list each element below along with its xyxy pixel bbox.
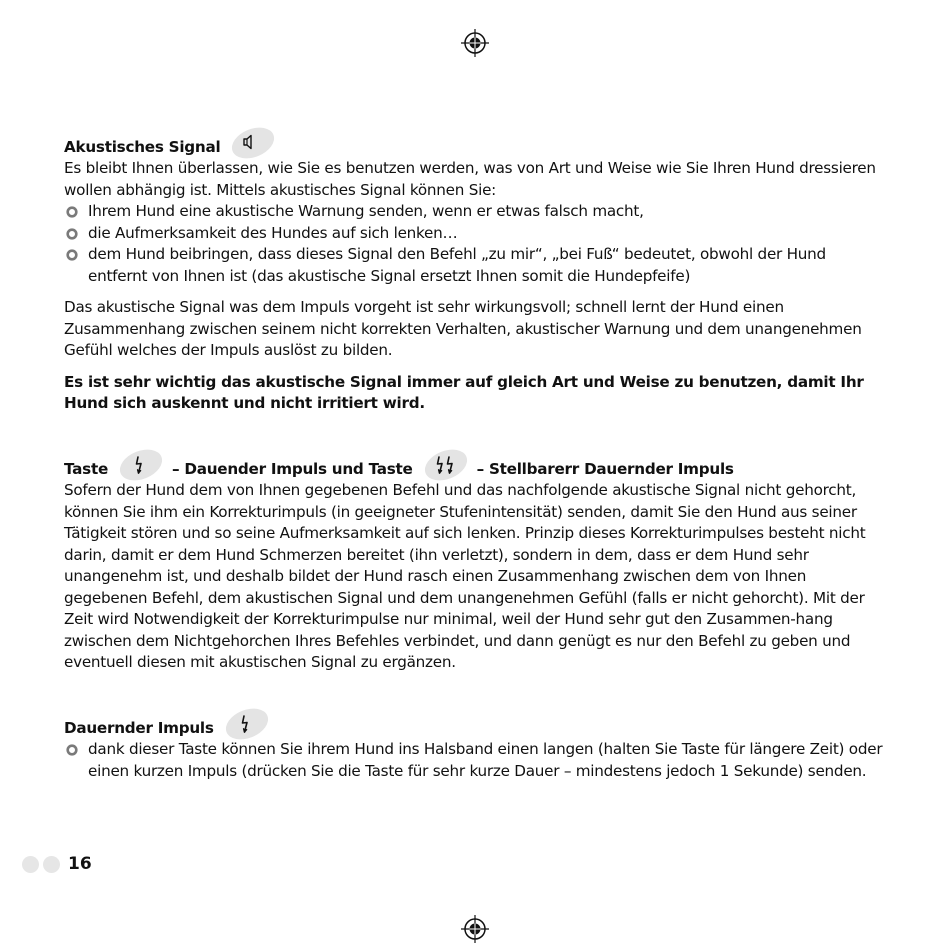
acoustic-intro: Es bleibt Ihnen überlassen, wie Sie es benutzen werden, was von Art und Weise wie Sie Ihren Hund dressieren wollen abhängig ist. Mittels akustisches Signal können Sie: [64,159,876,199]
single-bolt-icon [118,448,164,482]
impulse-paragraph: Sofern der Hund dem von Ihnen gegebenen Befehl und das nachfolgende akustische Signal nicht gehorcht, können Sie ihm ein Korrekturimpuls (in geeigneter Stufenintensität) senden, damit Sie den Hund aus seiner Tätigkeit stören und so seine Aufmerksamkeit auf sich lenken. Prinzip dieses Korrekturimpulses besteht nicht darin, damit er dem Hund Schmerzen bereitet (ihn verletzt), sondern in dem, dass er dem Hund sehr unangenehm ist, und deshalb bildet der Hund rasch einen Zusammenhang zwischen dem von Ihnen gegebenen Befehl, dem akustischen Signal und dem unangenehmen Gefühl (falls er nicht gehorcht). Mit der Zeit wird Notwendigkeit der Korrekturimpulse nur minimal, weil der Hund sehr gut den Zusammen-hang zwischen dem Nichtgehorchen Ihres Befehles verbindet, und dann genügt es nur den Befehl zu geben und eventuell diesen mit akustischen Signal zu ergänzen. [64,481,866,671]
footer-dot-icon [43,856,60,873]
list-item [64,739,886,782]
bullet-circle-icon [66,249,78,261]
list-item [64,201,886,223]
section-impulse-buttons [64,446,886,674]
list-item-text: dank dieser Taste können Sie ihrem Hund ins Halsband einen langen (halten Sie Taste für längere Zeit) oder einen kurzen Impuls (drücken Sie die Taste für sehr kurze Dauer – mindestens jedoch 1 Sekunde) senden. [88,740,883,780]
single-bolt-icon [224,707,270,741]
section-continuous-impulse [64,705,886,782]
registration-mark-icon [461,915,489,943]
bullet-circle-icon [66,206,78,218]
section-acoustic-signal [64,124,886,415]
bullet-circle-icon [66,228,78,240]
list-item [64,244,886,287]
section-heading [64,446,886,480]
page-number: 16 [68,854,92,874]
impulse-title-part1: Taste [64,459,108,478]
list-item-text: Ihrem Hund eine akustische Warnung senden, wenn er etwas falsch macht, [88,202,644,220]
bullet-circle-icon [66,744,78,756]
acoustic-emphasis: Es ist sehr wichtig das akustische Signal immer auf gleich Art und Weise zu benutzen, damit Ihr Hund sich auskennt und nicht irritiert wird. [64,372,864,412]
continuous-impulse-title: Dauernder Impuls [64,718,214,737]
page-footer [22,854,92,874]
section-heading [64,705,886,739]
acoustic-bullet-list [64,201,886,287]
speaker-icon [230,126,276,160]
double-bolt-icon [423,448,469,482]
list-item [64,223,886,245]
footer-dot-icon [22,856,39,873]
impulse-title-part3: – Stellbarerr Dauernder Impuls [476,459,734,478]
section-heading [64,124,886,158]
impulse-title-part2: – Dauender Impuls und Taste [172,459,413,478]
list-item-text: die Aufmerksamkeit des Hundes auf sich lenken… [88,223,458,242]
list-item-text: dem Hund beibringen, dass dieses Signal den Befehl „zu mir“, „bei Fuß“ bedeutet, obwohl der Hund entfernt von Ihnen ist (das akustische Signal ersetzt Ihnen somit die Hundepfeife) [88,245,826,285]
continuous-bullet-list [64,739,886,782]
acoustic-signal-title: Akustisches Signal [64,137,221,156]
acoustic-paragraph: Das akustische Signal was dem Impuls vorgeht ist sehr wirkungsvoll; schnell lernt der Hund einen Zusammenhang zwischen seinem nicht korrekten Verhalten, akustischer Warnung und dem unangenehmen Gefühl welches der Impuls auslöst zu bilden. [64,298,862,359]
registration-mark-icon [461,29,489,57]
